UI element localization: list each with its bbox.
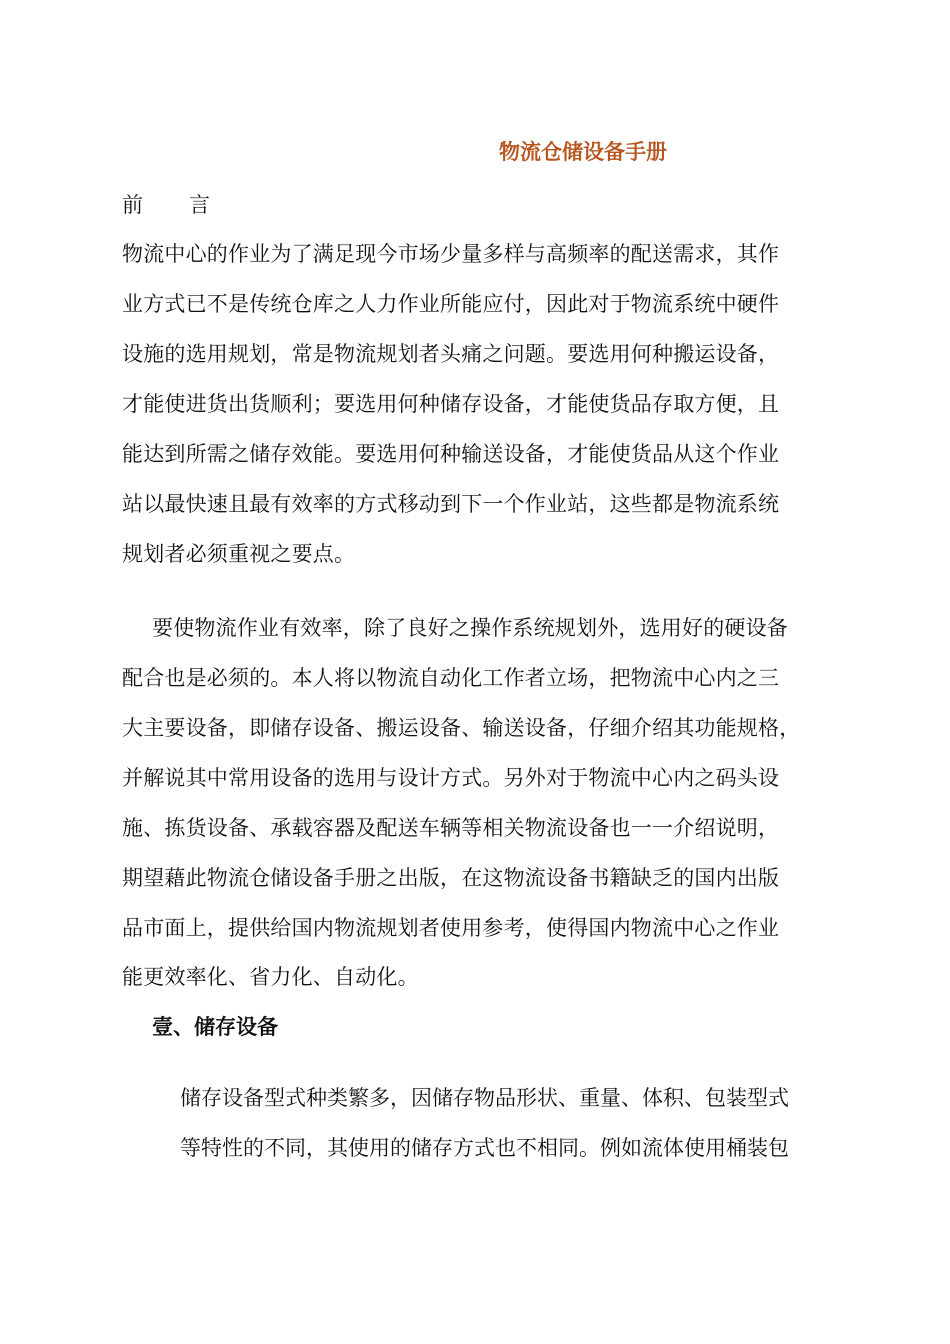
preface-heading-part2: 言 [189, 193, 210, 217]
paragraph-line: 要使物流作业有效率，除了良好之操作系统规划外，选用好的硬设备 [152, 616, 788, 640]
preface-heading-part1: 前 [122, 193, 143, 217]
paragraph-line: 配合也是必须的。本人将以物流自动化工作者立场，把物流中心内之三 [122, 666, 780, 690]
paragraph-line: 期望藉此物流仓储设备手册之出版，在这物流设备书籍缺乏的国内出版 [122, 866, 780, 890]
paragraph-line: 等特性的不同，其使用的储存方式也不相同。例如流体使用桶装包 [180, 1136, 789, 1160]
paragraph-line: 设施的选用规划，常是物流规划者头痛之问题。要选用何种搬运设备， [122, 342, 780, 366]
paragraph-line: 规划者必须重视之要点。 [122, 542, 356, 566]
document-title: 物流仓储设备手册 [499, 140, 667, 164]
paragraph-line: 能更效率化、省力化、自动化。 [122, 965, 419, 989]
paragraph-line: 品市面上，提供给国内物流规划者使用参考，使得国内物流中心之作业 [122, 916, 780, 940]
paragraph-line: 储存设备型式种类繁多，因储存物品形状、重量、体积、包装型式 [180, 1086, 789, 1110]
paragraph-line: 能达到所需之储存效能。要选用何种输送设备，才能使货品从这个作业 [122, 442, 780, 466]
paragraph-line: 才能使进货出货顺利；要选用何种储存设备，才能使货品存取方便，且 [122, 392, 780, 416]
paragraph-line: 大主要设备，即储存设备、搬运设备、输送设备，仔细介绍其功能规格， [122, 716, 801, 740]
paragraph-line: 并解说其中常用设备的选用与设计方式。另外对于物流中心内之码头设 [122, 766, 780, 790]
section-heading: 壹、储存设备 [152, 1015, 278, 1039]
paragraph-line: 站以最快速且最有效率的方式移动到下一个作业站，这些都是物流系统 [122, 492, 780, 516]
paragraph-line: 业方式已不是传统仓库之人力作业所能应付，因此对于物流系统中硬件 [122, 292, 780, 316]
paragraph-line: 物流中心的作业为了满足现今市场少量多样与高频率的配送需求，其作 [122, 242, 780, 266]
preface-heading [122, 189, 210, 219]
paragraph-line: 施、拣货设备、承载容器及配送车辆等相关物流设备也一一介绍说明， [122, 816, 780, 840]
